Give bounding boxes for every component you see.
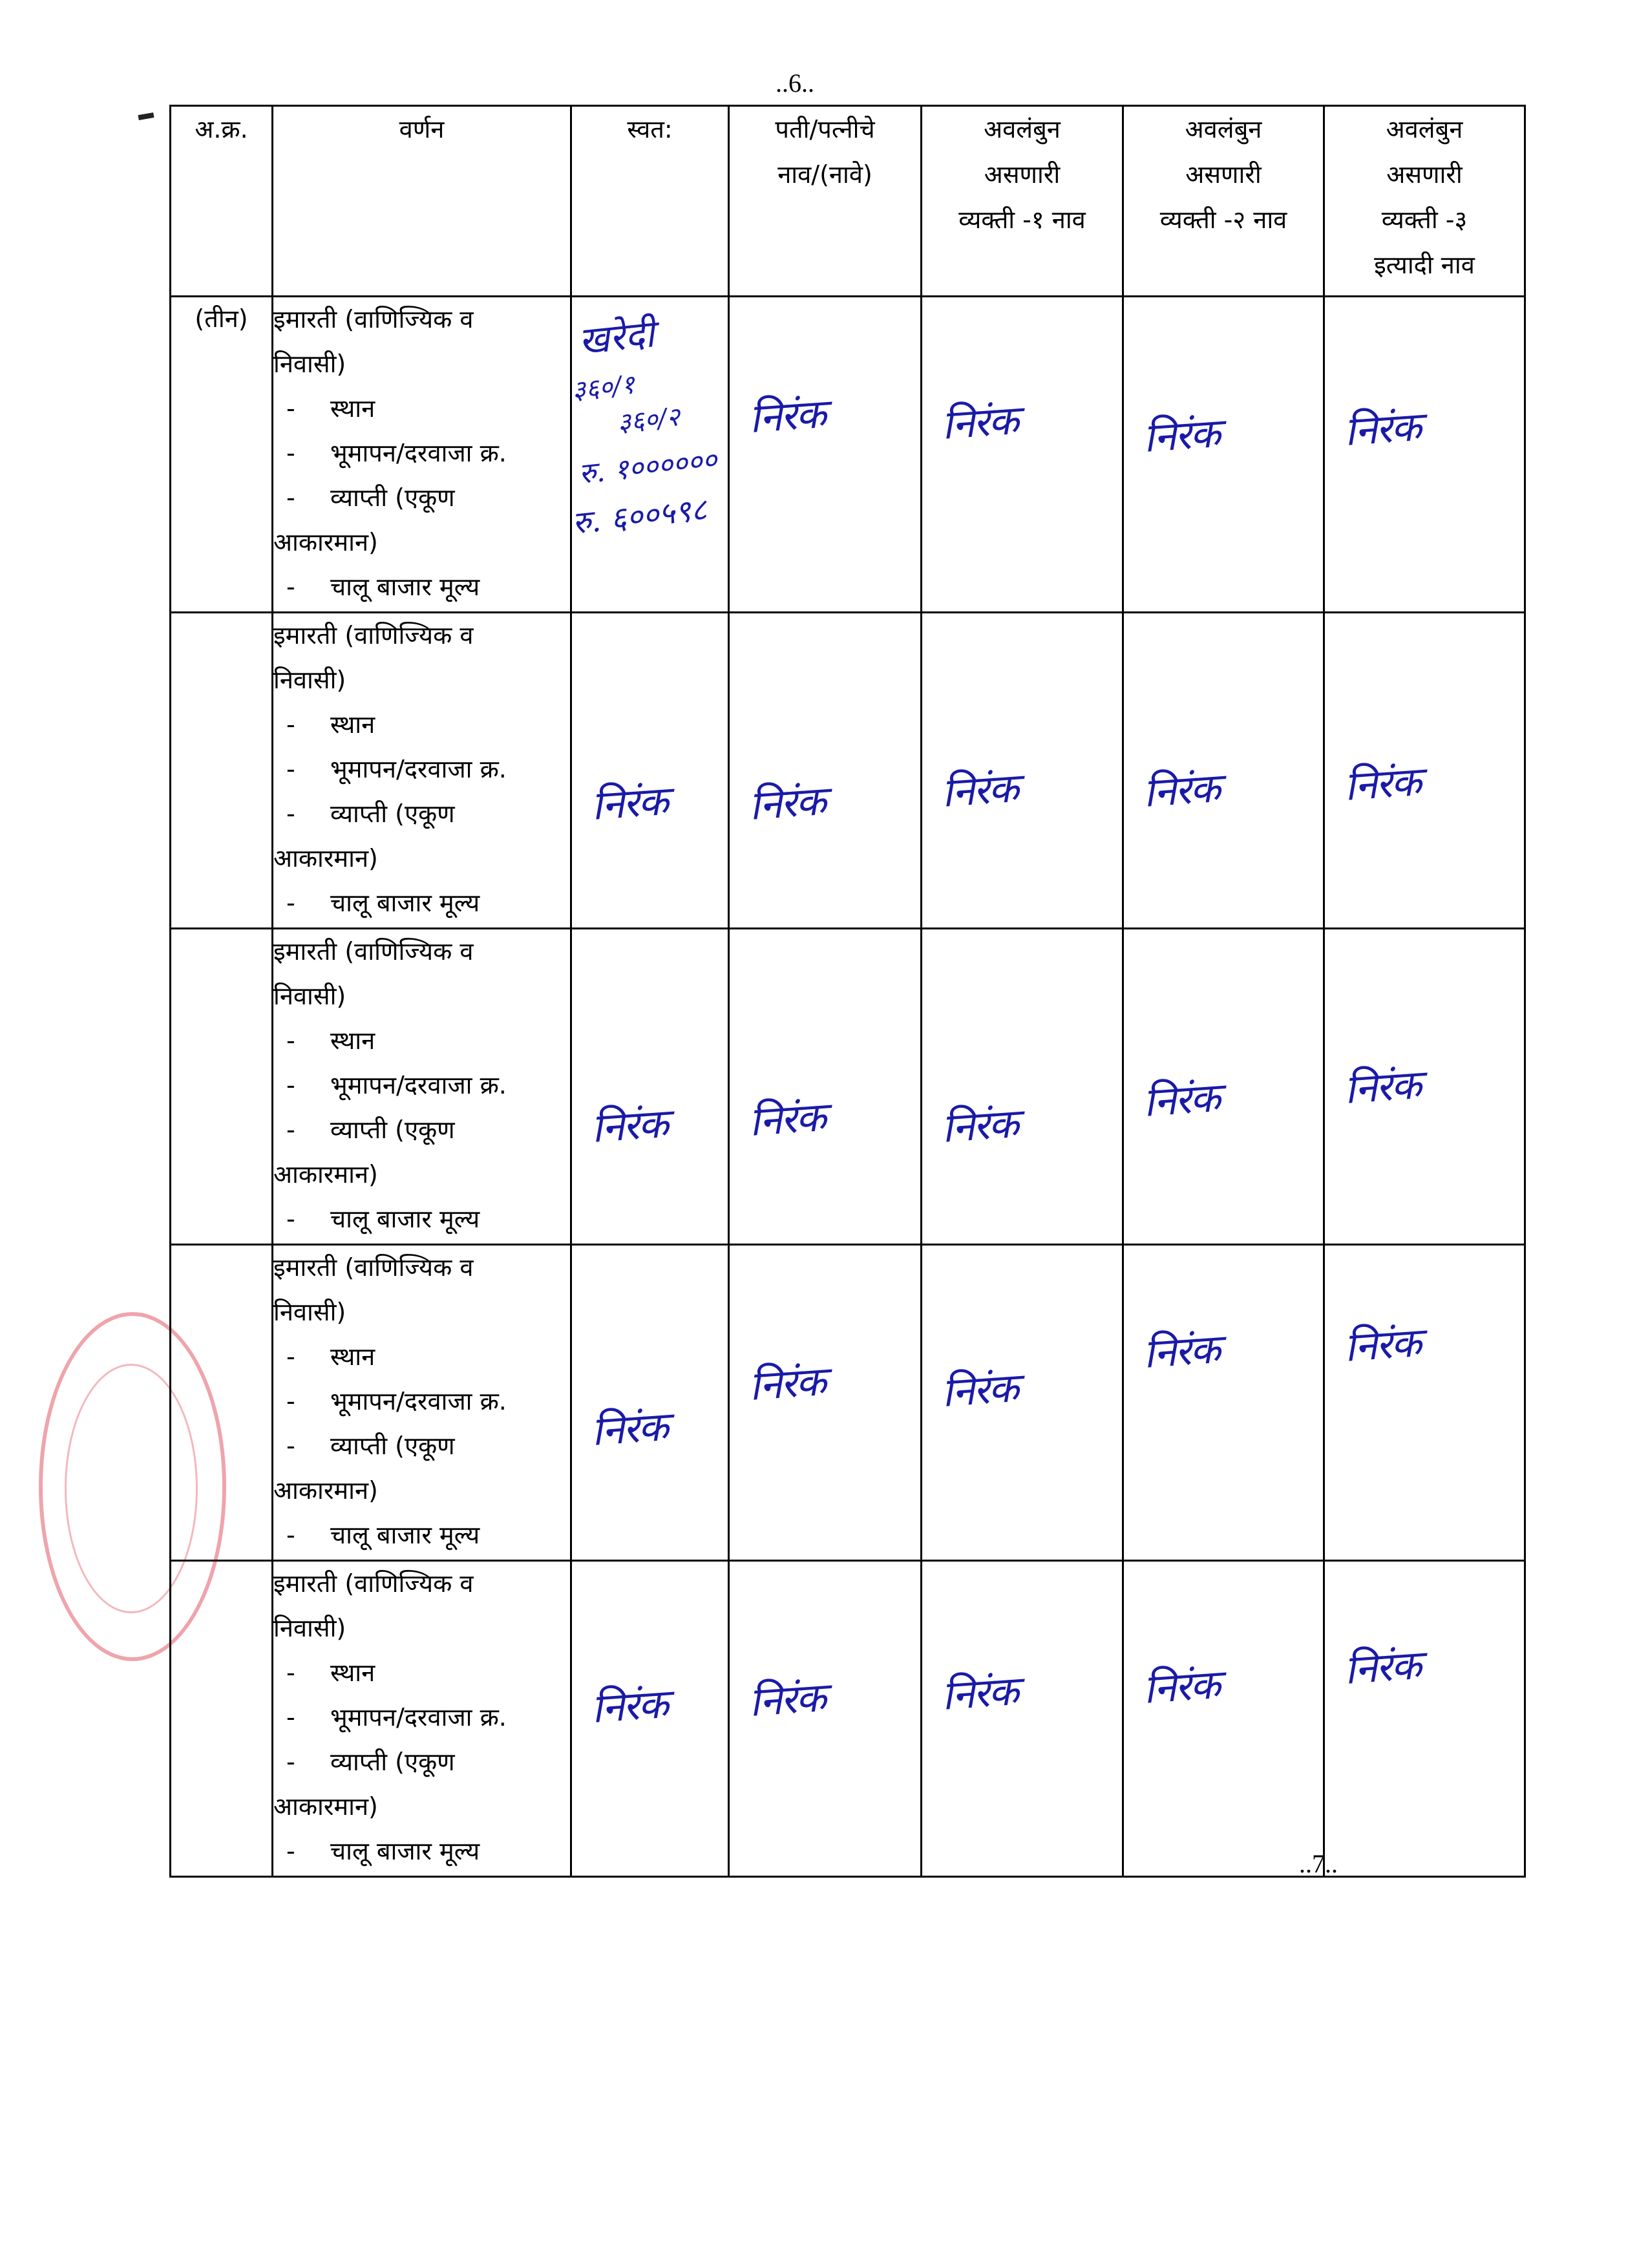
cell-spouse bbox=[729, 1561, 922, 1877]
desc-title: इमारती (वाणिज्यिक व bbox=[273, 621, 474, 650]
cell-dependent-3 bbox=[1324, 1561, 1525, 1877]
cell-dependent-3 bbox=[1324, 297, 1525, 613]
desc-item-location: - स्थान bbox=[286, 710, 375, 739]
desc-title: इमारती (वाणिज्यिक व bbox=[273, 305, 474, 334]
desc-item-location: - स्थान bbox=[286, 1659, 375, 1687]
description-cell bbox=[273, 1245, 571, 1561]
serial-cell bbox=[171, 929, 273, 1245]
page-number-bottom: ..7.. bbox=[1299, 1849, 1338, 1878]
desc-title-cont: निवासी) bbox=[273, 982, 346, 1010]
first-row-survey-1: ३६०/१ bbox=[571, 370, 637, 406]
desc-title-cont: निवासी) bbox=[273, 666, 346, 694]
handwritten-nil-entry: निरंक bbox=[940, 1099, 1019, 1152]
handwritten-nil-entry: निरंक bbox=[589, 776, 669, 830]
cell-dependent-2 bbox=[1123, 1245, 1324, 1561]
desc-item-extent-cont: आकारमान) bbox=[273, 1160, 378, 1189]
desc-item-value: - चालू बाजार मूल्य bbox=[286, 573, 480, 601]
handwritten-nil-entry: निरंक bbox=[589, 1402, 669, 1456]
handwritten-nil-entry: निरंक bbox=[1342, 1060, 1422, 1114]
description-cell bbox=[273, 297, 571, 613]
cell-dependent-3 bbox=[1324, 613, 1525, 929]
table-row bbox=[171, 1245, 1525, 1561]
cell-self bbox=[571, 929, 729, 1245]
handwritten-nil-entry: निरंक bbox=[1342, 757, 1422, 811]
desc-item-extent: - व्याप्ती (एकूण bbox=[286, 483, 455, 512]
serial-cell bbox=[171, 1561, 273, 1877]
cell-dependent-1 bbox=[922, 1245, 1123, 1561]
page-number-top: ..6.. bbox=[776, 69, 814, 98]
cell-dependent-1 bbox=[922, 613, 1123, 929]
desc-title-cont: निवासी) bbox=[273, 1298, 346, 1326]
table-row bbox=[171, 929, 1525, 1245]
first-row-purchase-note: खरेदी bbox=[576, 312, 657, 363]
cell-spouse bbox=[729, 297, 922, 613]
desc-item-survey: - भूमापन/दरवाजा क्र. bbox=[286, 1703, 507, 1732]
handwritten-nil-entry: निरंक bbox=[589, 1679, 669, 1733]
handwritten-nil-entry: निरंक bbox=[1342, 1640, 1422, 1694]
header-dependent-1: अवलंबुन असणारी व्यक्ती -१ नाव bbox=[922, 106, 1123, 297]
desc-item-extent-cont: आकारमान) bbox=[273, 844, 378, 873]
handwritten-nil-entry: निरंक bbox=[1141, 1324, 1221, 1378]
cell-self bbox=[571, 1561, 729, 1877]
header-dependent-2: अवलंबुन असणारी व्यक्ती -२ नाव bbox=[1123, 106, 1324, 297]
handwritten-nil-entry: निरंक bbox=[1141, 763, 1221, 817]
desc-title: इमारती (वाणिज्यिक व bbox=[273, 1253, 474, 1282]
desc-item-extent: - व्याप्ती (एकूण bbox=[286, 800, 455, 828]
desc-item-extent: - व्याप्ती (एकूण bbox=[286, 1116, 455, 1144]
table-row bbox=[171, 1561, 1525, 1877]
handwritten-nil-entry: निरंक bbox=[940, 1363, 1019, 1417]
header-serial: अ.क्र. bbox=[171, 106, 273, 297]
first-row-survey-2: ३६०/२ bbox=[616, 402, 682, 438]
desc-item-location: - स्थान bbox=[286, 1342, 375, 1371]
serial-cell bbox=[171, 613, 273, 929]
desc-title-cont: निवासी) bbox=[273, 350, 346, 378]
handwritten-nil-entry: निरंक bbox=[747, 776, 827, 830]
serial-cell: (तीन) bbox=[171, 297, 273, 613]
table-row bbox=[171, 297, 1525, 613]
serial-cell bbox=[171, 1245, 273, 1561]
declaration-table bbox=[169, 105, 1526, 1878]
handwritten-nil-entry: निरंक bbox=[1141, 408, 1221, 462]
handwritten-nil-entry: निरंक bbox=[747, 1357, 827, 1410]
table-row bbox=[171, 613, 1525, 929]
header-row bbox=[171, 106, 1525, 297]
desc-item-extent: - व्याप्ती (एकूण bbox=[286, 1748, 455, 1776]
description-cell bbox=[273, 613, 571, 929]
desc-item-value: - चालू बाजार मूल्य bbox=[286, 1205, 480, 1233]
cell-self bbox=[571, 297, 729, 613]
cell-self bbox=[571, 1245, 729, 1561]
first-row-extent: रु. १०००००० bbox=[577, 443, 719, 491]
cell-dependent-3 bbox=[1324, 929, 1525, 1245]
handwritten-nil-entry: निरंक bbox=[747, 1092, 827, 1146]
cell-spouse bbox=[729, 613, 922, 929]
handwritten-nil-entry: निरंक bbox=[1141, 1073, 1221, 1127]
description-cell bbox=[273, 929, 571, 1245]
handwritten-nil-entry: निरंक bbox=[940, 1666, 1019, 1720]
desc-item-survey: - भूमापन/दरवाजा क्र. bbox=[286, 755, 507, 783]
desc-item-extent-cont: आकारमान) bbox=[273, 1476, 378, 1505]
cell-dependent-2 bbox=[1123, 613, 1324, 929]
desc-item-extent-cont: आकारमान) bbox=[273, 1792, 378, 1821]
desc-item-value: - चालू बाजार मूल्य bbox=[286, 1521, 480, 1549]
handwritten-nil-entry: निरंक bbox=[589, 1099, 669, 1152]
description-cell bbox=[273, 1561, 571, 1877]
handwritten-nil-entry: निरंक bbox=[940, 763, 1019, 817]
handwritten-nil-entry: निरंक bbox=[1141, 1660, 1221, 1713]
handwritten-nil-entry: निरंक bbox=[1342, 402, 1422, 456]
cell-dependent-2 bbox=[1123, 297, 1324, 613]
cell-dependent-3 bbox=[1324, 1245, 1525, 1561]
cell-dependent-2 bbox=[1123, 1561, 1324, 1877]
handwritten-nil-entry: निरंक bbox=[1342, 1318, 1422, 1372]
desc-title: इमारती (वाणिज्यिक व bbox=[273, 937, 474, 966]
desc-item-value: - चालू बाजार मूल्य bbox=[286, 1837, 480, 1865]
header-description: वर्णन bbox=[273, 106, 571, 297]
cell-spouse bbox=[729, 929, 922, 1245]
first-row-value: रु. ६००५९८ bbox=[570, 491, 709, 542]
desc-item-location: - स्थान bbox=[286, 394, 375, 423]
header-self: स्वत: bbox=[571, 106, 729, 297]
cell-dependent-1 bbox=[922, 297, 1123, 613]
cell-self bbox=[571, 613, 729, 929]
desc-item-location: - स्थान bbox=[286, 1026, 375, 1055]
header-spouse: पती/पत्नीचे नाव/(नावे) bbox=[729, 106, 922, 297]
header-dependent-3: अवलंबुन असणारी व्यक्ती -३ इत्यादी नाव bbox=[1324, 106, 1525, 297]
handwritten-nil-entry: निरंक bbox=[940, 396, 1019, 449]
desc-title: इमारती (वाणिज्यिक व bbox=[273, 1569, 474, 1598]
desc-item-value: - चालू बाजार मूल्य bbox=[286, 889, 480, 917]
handwritten-nil-entry: निरंक bbox=[747, 1673, 827, 1726]
cell-dependent-1 bbox=[922, 1561, 1123, 1877]
cell-dependent-1 bbox=[922, 929, 1123, 1245]
cell-spouse bbox=[729, 1245, 922, 1561]
desc-item-survey: - भूमापन/दरवाजा क्र. bbox=[286, 1387, 507, 1415]
desc-item-survey: - भूमापन/दरवाजा क्र. bbox=[286, 1071, 507, 1099]
handwritten-nil-entry: निरंक bbox=[747, 389, 827, 443]
desc-item-survey: - भूमापन/दरवाजा क्र. bbox=[286, 439, 507, 467]
desc-title-cont: निवासी) bbox=[273, 1614, 346, 1642]
corner-mark bbox=[138, 112, 154, 120]
cell-dependent-2 bbox=[1123, 929, 1324, 1245]
desc-item-extent-cont: आकारमान) bbox=[273, 528, 378, 556]
desc-item-extent: - व्याप्ती (एकूण bbox=[286, 1432, 455, 1460]
